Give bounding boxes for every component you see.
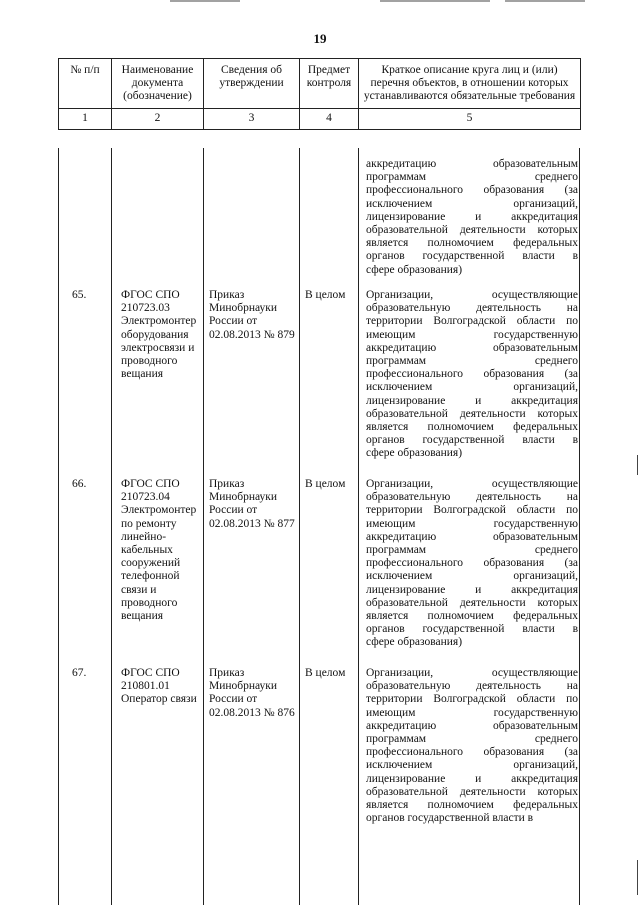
description-line: исключением организаций, <box>366 381 578 394</box>
description-line: программам среднего <box>366 171 578 184</box>
description-line: профессионального образования (за <box>366 557 578 570</box>
table-header <box>58 58 581 130</box>
approval-cell <box>209 667 303 720</box>
description-line: образовательную деятельность на <box>366 680 578 693</box>
document-name-line: Оператор связи <box>121 693 197 706</box>
document-name-line: Электромонтер <box>121 315 197 328</box>
description-line: сфере образования) <box>366 447 463 460</box>
description-line: программам среднего <box>366 733 578 746</box>
description-line: лицензирование и аккредитация <box>366 772 578 785</box>
description-line: образовательную деятельность на <box>366 302 578 315</box>
description-line: аккредитацию образовательным <box>366 341 578 354</box>
approval-cell <box>209 478 303 531</box>
description-line: профессионального образования (за <box>366 746 578 759</box>
description-line: территории Волгоградской области по <box>366 504 578 517</box>
description-line: профессионального образования (за <box>366 368 578 381</box>
header-number: № п/п <box>59 59 112 109</box>
description-line: имеющим государственную <box>366 328 578 341</box>
approval-line: 02.08.2013 № 879 <box>209 328 295 341</box>
description-cell <box>366 478 578 650</box>
description-line: аккредитацию образовательным <box>366 158 578 170</box>
approval-line: Минобрнауки <box>209 491 278 504</box>
document-name-line: вещания <box>121 368 164 381</box>
description-line: аккредитацию образовательным <box>366 530 578 543</box>
document-name-cell <box>121 478 207 623</box>
description-line: образовательной деятельности которых <box>366 407 578 420</box>
row-number: 65. <box>72 289 87 301</box>
description-line: имеющим государственную <box>366 517 578 530</box>
description-line: образовательной деятельности которых <box>366 596 578 609</box>
description-line: Организации, осуществляющие <box>366 478 578 490</box>
description-line: является полномочием федеральных <box>366 421 578 434</box>
document-name-line: 210723.03 <box>121 302 170 315</box>
approval-line: 02.08.2013 № 876 <box>209 706 295 719</box>
control-subject: В целом <box>305 667 346 679</box>
description-line: лицензирование и аккредитация <box>366 394 578 407</box>
description-line: Организации, осуществляющие <box>366 667 578 679</box>
header-row <box>59 59 581 109</box>
document-name-line: вещания <box>121 610 164 623</box>
description-line: программам среднего <box>366 544 578 557</box>
column-divider <box>358 148 359 905</box>
row-number: 67. <box>72 667 87 679</box>
description-line: органов государственной власти в <box>366 812 534 825</box>
approval-line: Минобрнауки <box>209 680 278 693</box>
description-line: аккредитацию образовательным <box>366 719 578 732</box>
scan-edge-artifact <box>637 455 638 475</box>
column-number: 5 <box>359 109 581 130</box>
column-divider <box>579 148 580 905</box>
description-line: профессионального образования (за <box>366 184 578 197</box>
description-line: территории Волгоградской области по <box>366 693 578 706</box>
approval-line: Приказ <box>209 289 245 301</box>
document-name-line: ФГОС СПО <box>121 478 180 490</box>
approval-line: Приказ <box>209 478 245 490</box>
document-name-line: сооружений <box>121 557 181 570</box>
column-number: 2 <box>112 109 204 130</box>
description-line: сфере образования) <box>366 263 463 276</box>
description-cell <box>366 158 578 277</box>
document-name-line: по ремонту <box>121 517 177 530</box>
document-name-line: ФГОС СПО <box>121 667 180 679</box>
description-line: органов государственной власти в <box>366 434 578 447</box>
header-description: Краткое описание круга лиц и (или) перечня объектов, в отношении которых устанавливаются обязательные требования <box>359 59 581 109</box>
approval-line: России от <box>209 504 258 517</box>
column-divider <box>58 148 59 905</box>
description-line: является полномочием федеральных <box>366 799 578 812</box>
table-body <box>58 148 580 905</box>
document-name-line: проводного <box>121 596 178 609</box>
control-subject: В целом <box>305 478 346 490</box>
approval-line: России от <box>209 693 258 706</box>
scan-artifact <box>505 0 585 2</box>
description-line: сфере образования) <box>366 636 463 649</box>
description-cell <box>366 289 578 461</box>
description-line: является полномочием федеральных <box>366 237 578 250</box>
description-cell <box>366 667 578 825</box>
control-subject: В целом <box>305 289 346 301</box>
description-line: образовательной деятельности которых <box>366 224 578 237</box>
description-line: исключением организаций, <box>366 197 578 210</box>
description-line: лицензирование и аккредитация <box>366 210 578 223</box>
description-line: территории Волгоградской области по <box>366 315 578 328</box>
document-name-line: 210723.04 <box>121 491 170 504</box>
description-line: органов государственной власти в <box>366 250 578 263</box>
document-name-line: линейно- <box>121 530 167 543</box>
description-line: является полномочием федеральных <box>366 610 578 623</box>
document-name-line: оборудования <box>121 328 189 341</box>
row-number: 66. <box>72 478 87 490</box>
scan-edge-artifact <box>637 860 638 895</box>
approval-line: 02.08.2013 № 877 <box>209 517 295 530</box>
description-line: имеющим государственную <box>366 706 578 719</box>
header-document-name: Наименование документа (обозначение) <box>112 59 204 109</box>
column-number: 4 <box>300 109 359 130</box>
approval-line: Приказ <box>209 667 245 679</box>
description-line: программам среднего <box>366 355 578 368</box>
document-name-line: 210801.01 <box>121 680 170 693</box>
document-name-line: связи и <box>121 583 157 596</box>
description-line: органов государственной власти в <box>366 623 578 636</box>
document-name-cell <box>121 667 207 707</box>
description-line: образовательной деятельности которых <box>366 785 578 798</box>
document-name-line: Электромонтер <box>121 504 197 517</box>
document-name-line: кабельных <box>121 544 173 557</box>
page-number: 19 <box>313 31 327 46</box>
column-number-row <box>59 109 581 130</box>
description-line: исключением организаций, <box>366 570 578 583</box>
column-number: 1 <box>59 109 112 130</box>
approval-line: России от <box>209 315 258 328</box>
description-line: образовательную деятельность на <box>366 491 578 504</box>
header-approval-info: Сведения об утверждении <box>204 59 300 109</box>
scan-artifact <box>380 0 490 2</box>
approval-cell <box>209 289 303 342</box>
description-line: исключением организаций, <box>366 759 578 772</box>
scan-artifact <box>170 0 240 2</box>
approval-line: Минобрнауки <box>209 302 278 315</box>
column-divider <box>111 148 112 905</box>
description-line: Организации, осуществляющие <box>366 289 578 301</box>
column-number: 3 <box>204 109 300 130</box>
document-name-line: ФГОС СПО <box>121 289 180 301</box>
document-name-line: проводного <box>121 355 178 368</box>
document-name-cell <box>121 289 207 381</box>
description-line: лицензирование и аккредитация <box>366 583 578 596</box>
document-name-line: электросвязи и <box>121 341 195 354</box>
header-control-subject: Предмет контроля <box>300 59 359 109</box>
document-name-line: телефонной <box>121 570 180 583</box>
